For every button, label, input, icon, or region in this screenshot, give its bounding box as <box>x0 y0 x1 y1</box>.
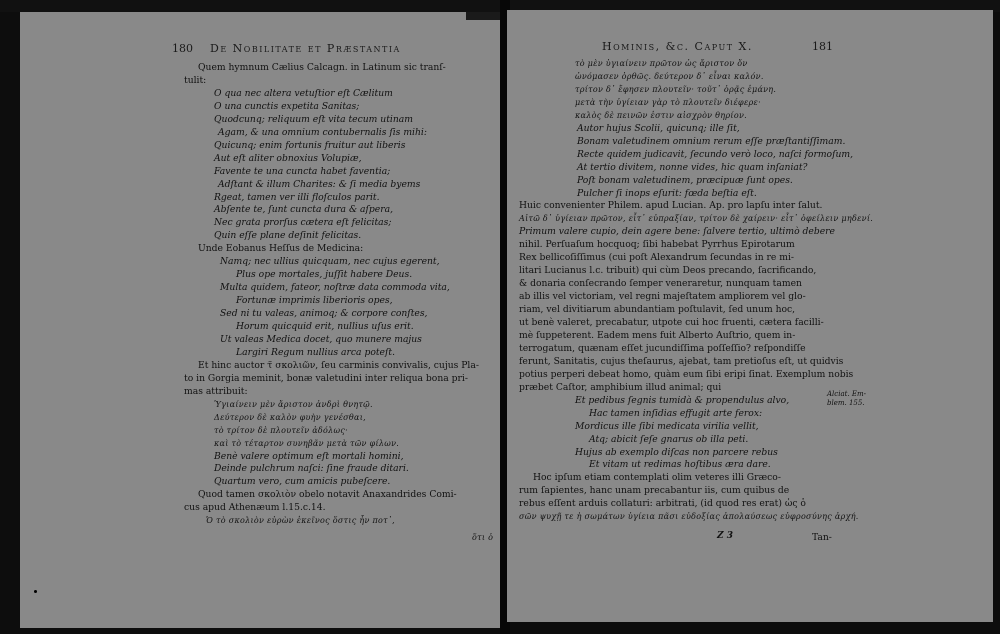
text-line: μετὰ τὴν ὑγίειαν γὰρ τὸ πλουτεῖν διέφερε· <box>575 97 761 107</box>
text-line: Fortunæ imprimis liberioris opes, <box>236 295 393 307</box>
text-line: Quartum vero, cum amicis pubeſcere. <box>214 476 391 488</box>
text-line: Benè valere optimum eſt mortali homini, <box>214 450 404 462</box>
text-line: Recte quidem judicavit, ſecundo verò loco, naſci formoſum, <box>577 148 854 160</box>
text-line: Rgeat, tamen ver illi floſculos parit. <box>214 191 380 203</box>
text-line: litari Lucianus l.c. tribuit) qui cùm Deos precando, ſacrificando, <box>519 265 817 277</box>
text-line: τρίτον δ᾽ ἔφησεν πλουτεῖν· τοῦτ᾽ ὁρᾷς ἐμάνη. <box>575 84 777 94</box>
text-line: Sed ni tu valeas, animoq; & corpore conſtes, <box>220 308 428 320</box>
signature-mark: Z 3 <box>717 531 733 541</box>
text-line: Quodcunq; reliquum eſt vita tecum utinam <box>214 113 413 125</box>
text-line: Hac tamen inſidias effugit arte ferox: <box>589 407 763 419</box>
text-line: Hoc ipſum etiam contemplati olim veteres illi Græco- <box>533 472 781 484</box>
text-line: Plus ope mortales, juſſit habere Deus. <box>236 269 413 281</box>
catchword-left: ὅτι ὁ <box>472 533 494 542</box>
text-line: Multa quidem, fateor, noſtræ data commoda vita, <box>220 282 450 294</box>
text-line: Ut valeas Medica docet, quo munere majus <box>220 333 422 345</box>
running-head-right: Hominis, &c. Caput X. <box>602 40 753 53</box>
text-line: mè ſuppeterent. Eadem mens fuit Alberto Auſtrio, quem in- <box>519 329 796 341</box>
text-line: Αἰτῶ δ᾽ ὑγίειαν πρῶτον, εἶτ᾽ εὐπραξίαν, τρίτον δὲ χαίρειν· εἶτ᾽ ὀφείλειν μηδενί. <box>519 214 874 224</box>
page-number-right: 181 <box>812 40 833 53</box>
text-line: Namq; nec ullius quicquam, nec cujus egerent, <box>220 256 440 268</box>
text-line: & donaria conſecrando ſemper veneraretur, nunquam tamen <box>519 278 802 290</box>
text-line: Adſtant & illum Charites: & ſi media byems <box>218 178 421 190</box>
text-line: Autor hujus Scolii, quicunq; ille ſit, <box>577 122 740 134</box>
text-line: Pulcher ſi inops eſurit: fœda beſtia eſt. <box>577 187 757 199</box>
left-text-column <box>20 12 504 628</box>
text-line: rum ſapientes, hanc unam precabantur iis, cum quibus de <box>519 485 790 497</box>
text-line: rebus eſſent arduis collaturi: arbitrati, (id quod res erat) ὡς ὁ <box>519 498 806 510</box>
running-head-left: De Nobilitate et Præstantia <box>210 42 401 55</box>
text-line: Rex bellicoſiſſimus (cui poſt Alexandrum ſecundas in re mi- <box>519 252 795 264</box>
text-line: Quod tamen σκολιὸν obelo notavit Anaxandrides Comi- <box>198 489 457 501</box>
text-line: Agam, & una omnium contubernalis ſis mihi: <box>218 126 427 138</box>
margin-note-line-1: Alciat. Em- <box>827 390 867 398</box>
text-line: Ὁ τὸ σκολιὸν εὑρὼν ἐκεῖνος ὅστις ἦν ποτ᾽, <box>206 516 396 526</box>
text-line: Quin eſſe plane deſinit felicitas. <box>214 230 362 242</box>
text-line: Hujus ab exemplo diſcas non parcere rebus <box>575 446 778 458</box>
text-line: præbet Caſtor, amphibium illud animal; qui <box>519 381 722 393</box>
text-line: Favente te una cuncta habet faventia; <box>214 165 391 177</box>
left-page <box>20 12 504 628</box>
text-line: Aut eſt aliter obnoxius Volupiæ, <box>214 152 362 164</box>
text-line: Quicunq; enim fortunis fruitur aut liberis <box>214 139 406 151</box>
text-line: Largiri Regum nullius arca poteſt. <box>236 346 395 358</box>
text-line: Nec grata prorſus cætera eſt felicitas; <box>214 217 392 229</box>
text-line: Quem hymnum Cælius Calcagn. in Latinum sic tranſ- <box>198 62 446 73</box>
text-line: καὶ τὸ τέταρτον συνηβᾶν μετὰ τῶν φίλων. <box>214 438 400 448</box>
text-line: ὠνόμασεν ὀρθῶς. δεύτερον δ᾽ εἶναι καλόν. <box>575 71 764 81</box>
text-line: nihil. Perſuaſum hocquoq; ſibi habebat Pyrrhus Epirotarum <box>519 239 795 251</box>
text-line: Huic convenienter Philem. apud Lucian. Ap. pro lapſu inter ſalut. <box>519 200 823 212</box>
text-line: O qua nec altera vetuſtior eſt Cælitum <box>214 87 393 99</box>
text-line: tulit: <box>184 74 207 86</box>
text-line: At tertio divitem, nonne vides, hic quam inſaniat? <box>577 161 808 173</box>
text-line: Poſt bonam valetudinem, præcipuæ ſunt opes. <box>577 174 793 186</box>
text-line: ab illis vel victoriam, vel regni majeſtatem ampliorem vel glo- <box>519 291 806 303</box>
text-line: ferunt, Sanitatis, cujus theſaurus, ajebat, tam pretioſus eſt, ut quidvis <box>519 355 844 367</box>
text-line: Abſente te, ſunt cuncta dura & aſpera, <box>214 204 394 216</box>
text-line: to in Gorgia meminit, bonæ valetudini inter reliqua bona pri- <box>184 372 468 384</box>
text-line: terrogatum, quænam eſſet jucundiſſima poſſeſſio? reſpondiſſe <box>519 342 806 354</box>
text-line: τὸ μὲν ὑγιαίνειν πρῶτον ὡς ἄριστον ὄν <box>575 59 748 68</box>
right-page <box>507 10 993 622</box>
catchword-right: Tan- <box>812 532 832 543</box>
text-line: Et pedibus ſegnis tumidà & propendulus alvo, <box>575 394 790 406</box>
text-line: Mordicus ille ſibi medicata virilia vellit, <box>575 420 759 432</box>
text-line: Ὑγιαίνειν μὲν ἄριστον ἀνδρὶ θνητῷ. <box>214 399 373 409</box>
text-line: riam, vel divitiarum abundantiam poſtulavit, ſed unum hoc, <box>519 304 796 316</box>
page-number-left: 180 <box>172 42 193 55</box>
text-line: cus apud Athenæum l.15.c.14. <box>184 502 326 514</box>
text-line: O una cunctis expetita Sanitas; <box>214 100 360 112</box>
text-line: potius perperi debeat homo, quàm eum ſibi eripi ſinat. Exemplum nobis <box>519 368 854 380</box>
text-line: τὸ τρίτον δὲ πλουτεῖν ἀδόλως· <box>214 425 348 435</box>
text-line: Atq; abicit ſeſe gnarus ob illa peti. <box>589 433 749 445</box>
text-line: Et vitam ut redimas hoſtibus æra dare. <box>589 459 771 471</box>
margin-note-line-2: blem. 155. <box>827 399 865 407</box>
text-line: ut benè valeret, precabatur, utpote cui hoc fruenti, cætera facilli- <box>519 317 824 328</box>
text-line: Bonam valetudinem omnium rerum eſſe præſtantiſſimam. <box>577 135 846 147</box>
margin-note <box>827 390 866 408</box>
text-line: mas attribuit: <box>184 385 248 397</box>
ink-speck <box>34 590 37 593</box>
text-line: καλὸς δὲ πεινῶν ἐστιν αἰσχρὸν θηρίον. <box>575 110 747 120</box>
text-line: Et hinc auctor τ̃ σκολιῶν, ſeu carminis convivalis, cujus Pla- <box>198 359 479 371</box>
text-line: Deinde pulchrum naſci: ſine fraude ditari. <box>214 463 409 475</box>
text-line: Δεύτερον δὲ καλὸν φυὴν γενέσθαι, <box>214 412 367 422</box>
text-line: Horum quicquid erit, nullius uſus erit. <box>236 321 414 332</box>
text-line: Primum valere cupio, dein agere bene: ſalvere tertio, ultimò debere <box>519 226 835 238</box>
right-text-column <box>507 10 993 622</box>
text-line: σῶν ψυχῇ τε ἡ σωμάτων ὑγίεια πᾶσι εὐδοξίας ἀπολαύσεως εὐφροσύνης ἀρχή. <box>519 512 859 522</box>
text-line: Unde Eobanus Heſſus de Medicina: <box>198 243 364 255</box>
